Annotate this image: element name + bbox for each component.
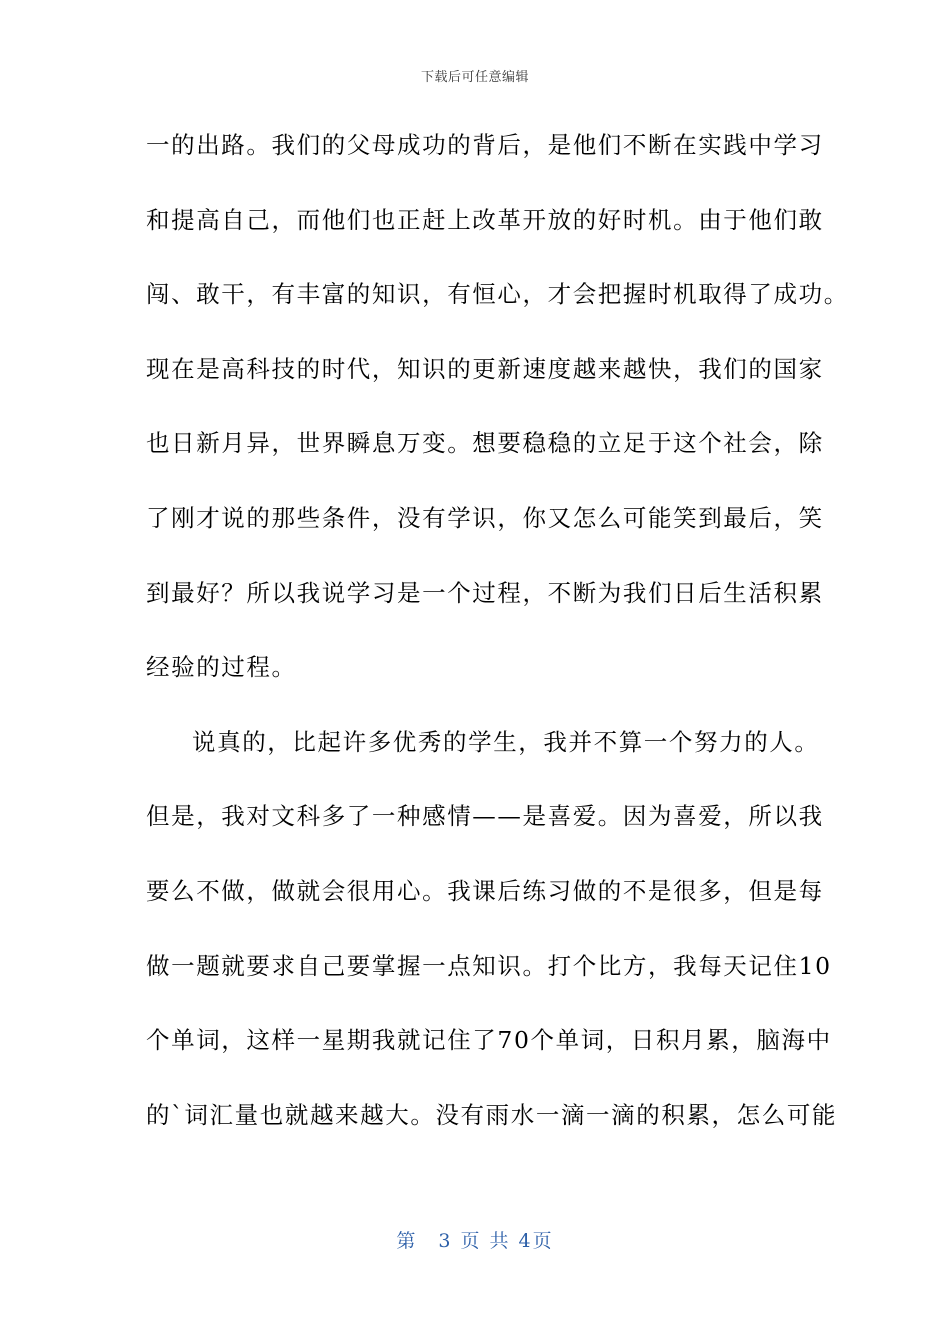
page-number-footer: 第 3 页 共 4页 — [396, 1230, 554, 1252]
text-line: 了刚才说的那些条件，没有学识，你又怎么可能笑到最后，笑 — [146, 503, 824, 532]
text-line: 做一题就要求自己要掌握一点知识。打个比方，我每天记住10 — [146, 951, 832, 980]
text-line: 要么不做，做就会很用心。我课后练习做的不是很多，但是每 — [146, 876, 824, 905]
text-line: 也日新月异，世界瞬息万变。想要稳稳的立足于这个社会，除 — [146, 429, 824, 458]
page-header: 下载后可任意编辑 — [420, 70, 529, 85]
paragraph-start-line: 说真的，比起许多优秀的学生，我并不算一个努力的人。 — [192, 727, 820, 756]
text-line: 和提高自己，而他们也正赶上改革开放的好时机。由于他们敢 — [146, 205, 824, 234]
text-line: 经验的过程。 — [146, 653, 297, 682]
text-line: 闯、敢干，有丰富的知识，有恒心，才会把握时机取得了成功。 — [146, 280, 849, 309]
document-body — [146, 126, 849, 1170]
text-line: 到最好？所以我说学习是一个过程，不断为我们日后生活积累 — [146, 578, 824, 607]
text-line: 一的出路。我们的父母成功的背后，是他们不断在实践中学习 — [146, 131, 824, 159]
text-line: 但是，我对文科多了一种感情——是喜爱。因为喜爱，所以我 — [146, 802, 824, 831]
text-line: 的`词汇量也就越来越大。没有雨水一滴一滴的积累，怎么可能 — [146, 1100, 838, 1129]
text-line: 个单词，这样一星期我就记住了70个单词，日积月累，脑海中 — [146, 1026, 832, 1055]
text-line: 现在是高科技的时代，知识的更新速度越来越快，我们的国家 — [146, 354, 824, 383]
